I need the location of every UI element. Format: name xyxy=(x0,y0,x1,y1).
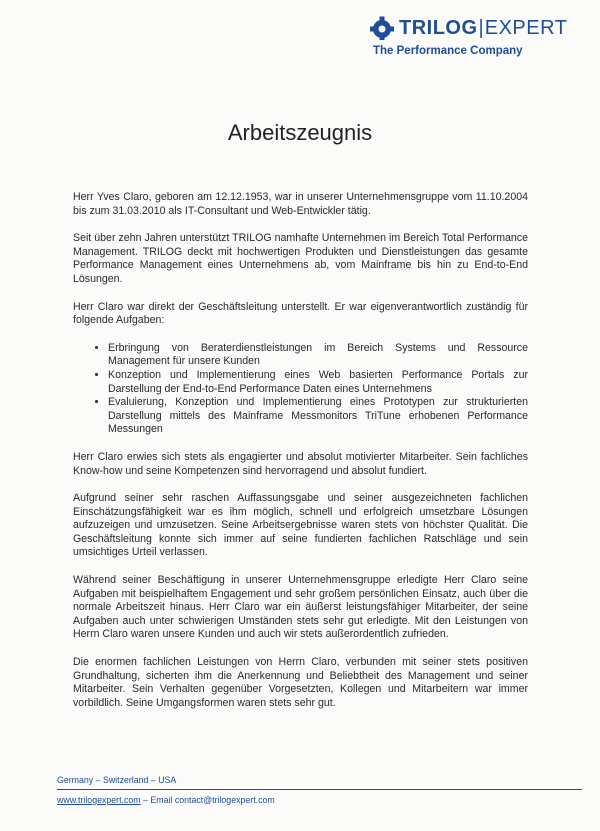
footer-contact xyxy=(57,795,275,805)
paragraph-motivation: Herr Claro erwies sich stets als engagierter und absolut motivierter Mitarbeiter. Sein fachliches Know-how und seine Kompetenzen sind hervorragend und absolut fundiert. xyxy=(73,450,528,477)
paragraph-company: Seit über zehn Jahren unterstützt TRILOG namhafte Unternehmen im Bereich Total Performance Management. TRILOG deckt mit hochwertigen Produkten und Dienstleistungen das gesamte Performance Management eines Unternehmens ab, vom Mainframe bis hin zu End-to-End Lösungen. xyxy=(73,232,528,285)
document-title: Arbeitszeugnis xyxy=(227,120,373,145)
logo-separator: | xyxy=(478,16,484,39)
logo-brand: TRILOG xyxy=(399,16,478,39)
task-item: • Evaluierung, Konzeption und Implementierung eines Prototypen zur strukturierten Darstellung mittels des Mainframe Messmonitors TriTune erhobenen Performance Messungen xyxy=(108,396,528,437)
footer-divider xyxy=(57,789,582,790)
website-link[interactable]: www.trilogexpert.com xyxy=(57,795,141,805)
task-list xyxy=(73,342,528,437)
email-separator: – Email xyxy=(140,795,175,805)
logo-product: EXPERT xyxy=(484,16,568,39)
task-item: • Erbringung von Beraterdienstleistungen im Bereich Systems und Ressource Management für unsere Kunden xyxy=(108,342,528,369)
paragraph-employment: Herr Yves Claro, geboren am 12.12.1953, war in unserer Unternehmensgruppe vom 11.10.2004 bis zum 31.03.2010 als IT-Consultant und Web-Entwickler tätig. xyxy=(73,191,528,217)
gear-logo-icon xyxy=(370,15,396,41)
email-address[interactable]: contact@trilogexpert.com xyxy=(174,795,275,805)
document-body xyxy=(73,191,528,724)
paragraph-performance: Während seiner Beschäftigung in unserer Unternehmensgruppe erledigte Herr Claro seine Aufgaben mit beispielhaftem Engagement und sehr großem persönlichen Einsatz, auch über die normale Arbeitszeit hinaus. Herr Claro war ein äußerst leistungsfähiger Mitarbeiter, der seine Aufgaben auch unter schwierigen Umständen stets sehr gut erledigte. Mit den Leistungen von Herrn Claro waren unsere Kunden und auch wir stets außerordentlich zufrieden. xyxy=(73,574,528,641)
paragraph-conduct: Die enormen fachlichen Leistungen von Herrn Claro, verbunden mit seiner stets positiven Grundhaltung, sicherten ihm die Anerkennung und Beliebtheit des Management und seiner Mitarbeiter. Sein Verhalten gegenüber Vorgesetzten, Kollegen und Mitarbeitern war immer vorbildlich. Seine Umgangsformen waren stets sehr gut. xyxy=(73,656,528,709)
paragraph-abilities: Aufgrund seiner sehr raschen Auffassungsgabe und seiner ausgezeichneten fachlichen Einschätzungsfähigkeit war es ihm möglich, schnell und erfolgreich umsetzbare Lösungen aufzuzeigen und umzusetzen. Seine Arbeitsergebnisse waren stets von höchster Qualität. Die Geschäftsleitung konnte sich immer auf seine fundierten fachlichen Ratschläge und sein umsichtiges Urteil verlassen. xyxy=(73,492,528,559)
company-logo xyxy=(370,14,582,66)
logo-wordmark xyxy=(370,14,582,42)
task-item: • Konzeption und Implementierung eines Web basierten Performance Portals zur Darstellung der End-to-End Performance Daten eines Unternehmens xyxy=(108,369,528,396)
company-tagline: The Performance Company xyxy=(373,45,523,57)
paragraph-responsibilities: Herr Claro war direkt der Geschäftsleitung unterstellt. Er war eigenverantwortlich zuständig für folgende Aufgaben: xyxy=(73,300,528,327)
footer-countries: Germany – Switzerland – USA xyxy=(57,775,177,785)
